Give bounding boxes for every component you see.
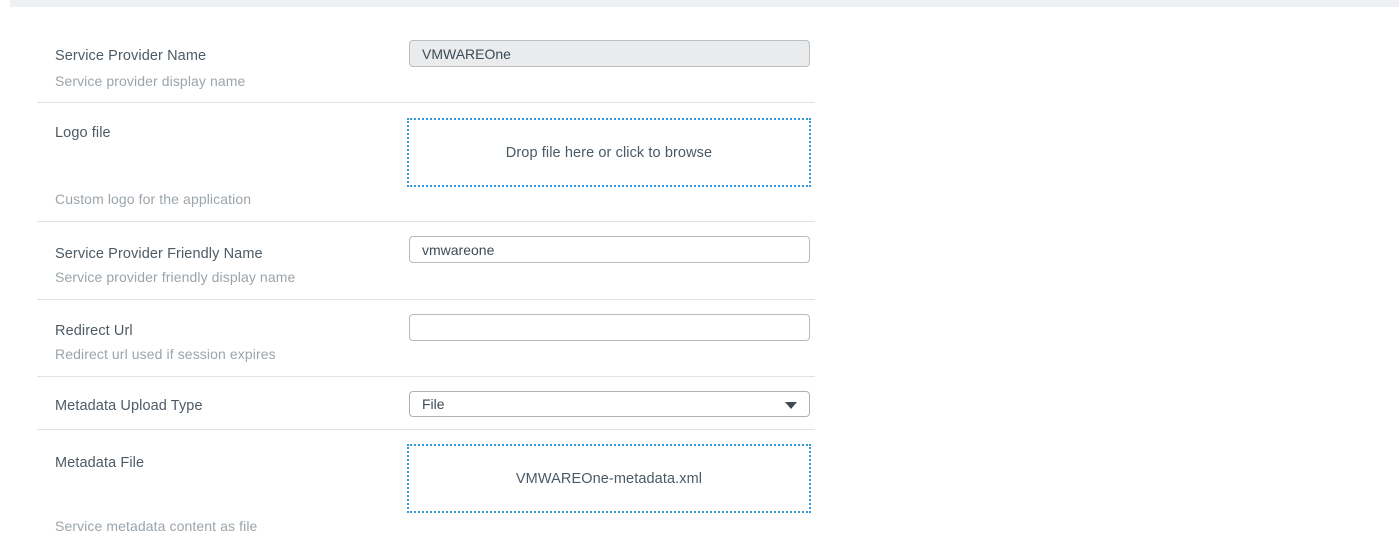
redirect-url-label: Redirect Url [55,323,133,339]
service-provider-name-input[interactable] [409,40,810,67]
service-provider-name-label: Service Provider Name [55,48,207,64]
metadata-upload-type-label: Metadata Upload Type [55,398,203,414]
logo-file-dropzone-text: Drop file here or click to browse [505,144,713,161]
metadata-file-dropzone[interactable] [407,444,811,513]
service-provider-name-help: Service provider display name [55,73,246,89]
metadata-upload-type-selected-value: File [422,396,445,412]
metadata-file-label: Metadata File [55,455,145,471]
form-row-service-provider-friendly-name [37,222,815,300]
form-row-metadata-upload-type [37,377,815,430]
redirect-url-input[interactable] [409,314,810,341]
form-row-logo-file [37,103,815,222]
redirect-url-help: Redirect url used if session expires [55,346,276,362]
metadata-file-help: Service metadata content as file [55,518,258,534]
metadata-upload-type-select[interactable] [409,391,810,417]
top-divider-bar [10,0,1399,7]
caret-down-icon [785,402,797,409]
settings-form [37,8,815,543]
metadata-file-dropzone-text: VMWAREOne-metadata.xml [515,470,703,487]
form-row-redirect-url [37,300,815,377]
logo-file-dropzone[interactable] [407,118,811,187]
form-row-metadata-file [37,430,815,543]
logo-file-help: Custom logo for the application [55,191,252,207]
service-provider-friendly-name-help: Service provider friendly display name [55,269,296,285]
logo-file-label: Logo file [55,125,111,141]
form-row-service-provider-name [37,8,815,103]
service-provider-friendly-name-label: Service Provider Friendly Name [55,246,263,262]
service-provider-friendly-name-input[interactable] [409,236,810,263]
